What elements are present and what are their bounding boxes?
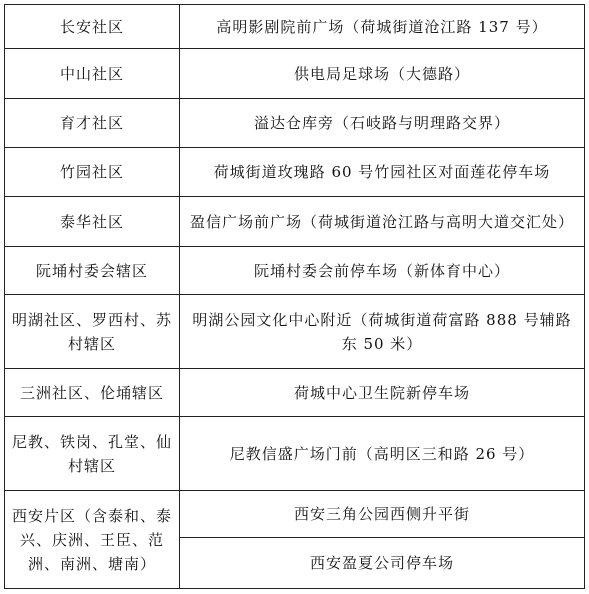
- location-cell: 阮埇村委会前停车场（新体育中心）: [180, 247, 585, 295]
- location-cell: 盈信广场前广场（荷城街道沧江路与高明大道交汇处）: [180, 197, 585, 247]
- area-cell: 育才社区: [5, 99, 180, 148]
- area-cell: 泰华社区: [5, 197, 180, 247]
- table-row: [5, 5, 585, 49]
- area-cell: 中山社区: [5, 49, 180, 99]
- table-row: [5, 197, 585, 247]
- location-cell: 尼教信盛广场门前（高明区三和路 26 号）: [180, 417, 585, 491]
- table-row: [5, 99, 585, 148]
- location-cell: 荷城街道玫瑰路 60 号竹园社区对面莲花停车场: [180, 148, 585, 197]
- table-row: [5, 49, 585, 99]
- location-cell: 供电局足球场（大德路）: [180, 49, 585, 99]
- table-row: [5, 247, 585, 295]
- area-cell: 长安社区: [5, 5, 180, 49]
- area-cell: 竹园社区: [5, 148, 180, 197]
- table-row: [5, 491, 585, 538]
- location-table: [4, 4, 585, 589]
- table-row: [5, 369, 585, 417]
- area-cell: 三洲社区、伦埇辖区: [5, 369, 180, 417]
- table-row: [5, 417, 585, 491]
- location-cell: 西安盈夏公司停车场: [180, 538, 585, 589]
- area-cell: 明湖社区、罗西村、苏村辖区: [5, 295, 180, 369]
- table-row: [5, 148, 585, 197]
- table-row: [5, 295, 585, 369]
- area-cell: 西安片区（含泰和、泰兴、庆洲、王臣、范洲、南洲、塘南）: [5, 491, 180, 589]
- location-cell: 溢达仓库旁（石岐路与明理路交界）: [180, 99, 585, 148]
- location-cell: 荷城中心卫生院新停车场: [180, 369, 585, 417]
- location-cell: 高明影剧院前广场（荷城街道沧江路 137 号）: [180, 5, 585, 49]
- area-cell: 阮埇村委会辖区: [5, 247, 180, 295]
- area-cell: 尼教、铁岗、孔堂、仙村辖区: [5, 417, 180, 491]
- location-cell: 明湖公园文化中心附近（荷城街道荷富路 888 号辅路东 50 米）: [180, 295, 585, 369]
- location-cell: 西安三角公园西侧升平街: [180, 491, 585, 538]
